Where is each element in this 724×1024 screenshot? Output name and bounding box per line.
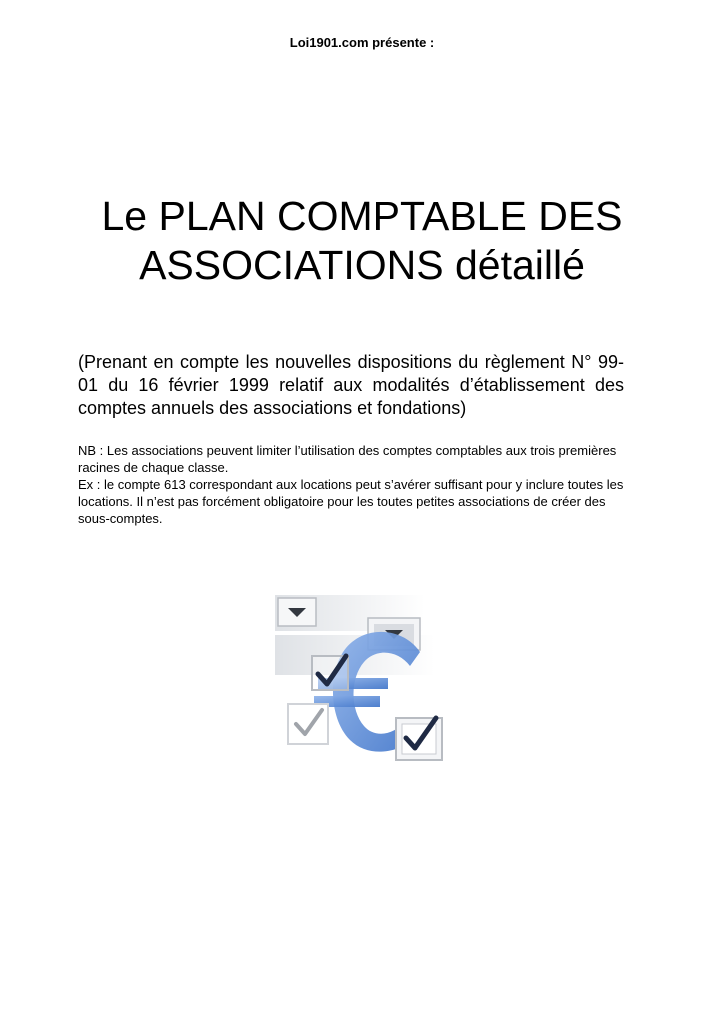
euro-checklist-graphic (270, 590, 450, 770)
document-title (40, 192, 684, 290)
euro-checklist-icon (270, 590, 450, 770)
note-nb: NB : Les associations peuvent limiter l’utilisation des comptes comptables aux trois premières racines de chaque classe. (78, 443, 617, 475)
presenter-line: Loi1901.com présente : (289, 35, 435, 50)
notes-block (78, 442, 638, 527)
checkbox-checked-upper (312, 656, 348, 690)
checkbox-faded (288, 704, 328, 744)
checkbox-checked-lower (396, 718, 442, 760)
note-example: Ex : le compte 613 correspondant aux locations peut s’avérer suffisant pour y inclure toutes les locations. Il n’est pas forcément obligatoire pour les toutes petites associations de créer des sous-comptes. (78, 477, 624, 526)
document-title-line-1: Le PLAN COMPTABLE DES (101, 193, 623, 239)
document-title-line-2: ASSOCIATIONS détaillé (139, 242, 585, 288)
document-subtitle: (Prenant en compte les nouvelles dispositions du règlement N° 99-01 du 16 février 1999 relatif aux modalités d’établissement des comptes annuels des associations et fondations) (78, 352, 624, 418)
